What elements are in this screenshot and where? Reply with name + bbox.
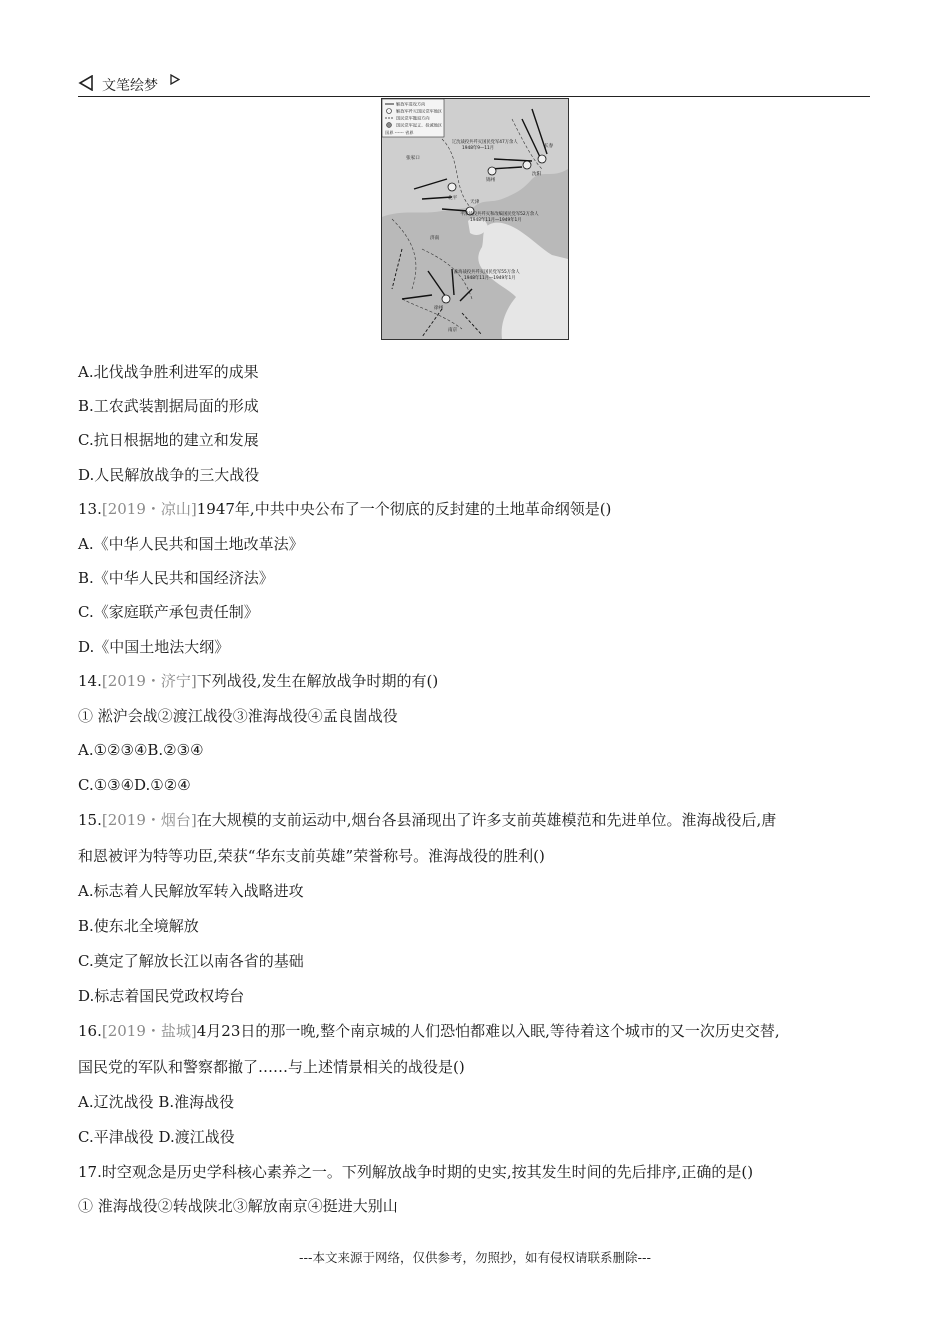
map-legend-5: 国界 ------ 省界 <box>385 130 414 135</box>
footer-disclaimer: ---本文来源于网络，仅供参考，勿照抄，如有侵权请联系删除--- <box>298 1250 652 1265</box>
map-caption-pingjin: 平津战役共歼灭和改编国民党军52万余人 <box>460 212 539 217</box>
map-legend-2: 解放军歼灭国民党军地区 <box>396 108 443 114</box>
map-place-zhangjiakou: 张家口 <box>406 156 420 161</box>
option-line: A.辽沈战役 B.淮海战役 <box>78 1093 235 1111</box>
page-header <box>78 70 870 97</box>
map-legend-1: 解放军进攻方向 <box>396 101 426 107</box>
map-caption-huaihai: 淮海战役共歼灭国民党军55万余人 <box>454 270 520 275</box>
question-source: [2019・盐城] <box>101 1022 197 1040</box>
triangle-right-icon <box>170 74 180 85</box>
question-14: 14.[2019・济宁]下列战役,发生在解放战争时期的有() <box>78 672 439 690</box>
question-line: 国民党的军队和警察都撤了……与上述情景相关的战役是() <box>78 1058 465 1076</box>
question-17: 17.时空观念是历史学科核心素养之一。下列解放战争时期的史实,按其发生时间的先后排序,正确的是() <box>78 1163 754 1181</box>
question-15: 15.[2019・烟台]在大规模的支前运动中,烟台各县涌现出了许多支前英雄模范和先进单位。淮海战役后,唐 <box>78 811 777 829</box>
triangle-left-icon <box>78 75 94 91</box>
option-line: A.北伐战争胜利进军的成果 <box>78 363 259 381</box>
map-place-changchun: 长春 <box>544 144 554 149</box>
map-place-jinzhou: 锦州 <box>486 178 496 183</box>
map-legend-4: 国民党军起义、投诚地区 <box>396 122 443 128</box>
map-place-xuzhou: 徐州 <box>434 306 444 311</box>
map-place-jinan: 济南 <box>430 236 440 241</box>
map-caption-pingjin-date: 1948年11月—1949年1月 <box>470 218 522 223</box>
option-line: B.工农武装割据局面的形成 <box>78 397 259 415</box>
option-line: A.标志着人民解放军转入战略进攻 <box>78 882 304 900</box>
map-place-beiping: 北平 <box>448 196 458 201</box>
map-caption-liaoshen: 辽沈战役共歼灭国民党军47万余人 <box>452 140 518 145</box>
option-line: D.人民解放战争的三大战役 <box>78 466 260 484</box>
map-place-shenyang: 沈阳 <box>532 172 542 177</box>
option-line: ① 淞沪会战②渡江战役③淮海战役④孟良崮战役 <box>78 707 398 725</box>
question-source: [2019・烟台] <box>101 811 197 829</box>
question-16: 16.[2019・盐城]4月23日的那一晚,整个南京城的人们恐怕都难以入眠,等待着这个城市的又一次历史交替, <box>78 1022 780 1040</box>
map-caption-liaoshen-date: 1948年9—11月 <box>462 146 495 151</box>
map-place-nanjing: 南京 <box>448 328 458 333</box>
map-legend-3: 国民党军撤退方向 <box>396 115 430 121</box>
battle-map <box>381 98 569 340</box>
map-caption-huaihai-date: 1948年11月—1949年1月 <box>464 276 516 281</box>
option-line: C.《家庭联产承包责任制》 <box>78 603 259 621</box>
option-line: D.《中国土地法大纲》 <box>78 638 230 656</box>
option-line: ① 淮海战役②转战陕北③解放南京④挺进大别山 <box>78 1197 398 1215</box>
option-line: C.平津战役 D.渡江战役 <box>78 1128 235 1146</box>
question-source: [2019・济宁] <box>101 672 197 690</box>
option-line: C.抗日根据地的建立和发展 <box>78 431 259 449</box>
header-brand: 文笔绘梦 <box>102 78 158 94</box>
option-line: C.①③④D.①②④ <box>78 776 191 794</box>
option-line: C.奠定了解放长江以南各省的基础 <box>78 952 304 970</box>
map-place-tianjin: 天津 <box>470 200 480 205</box>
option-line: A.《中华人民共和国土地改革法》 <box>78 535 304 553</box>
question-line: 和恩被评为特等功臣,荣获“华东支前英雄”荣誉称号。淮海战役的胜利() <box>78 847 545 865</box>
option-line: D.标志着国民党政权垮台 <box>78 987 245 1005</box>
option-line: A.①②③④B.②③④ <box>78 741 204 759</box>
option-line: B.《中华人民共和国经济法》 <box>78 569 274 587</box>
question-source: [2019・凉山] <box>101 500 197 518</box>
option-line: B.使东北全境解放 <box>78 917 199 935</box>
question-13: 13.[2019・凉山]1947年,中共中央公布了一个彻底的反封建的土地革命纲领是() <box>78 500 612 518</box>
